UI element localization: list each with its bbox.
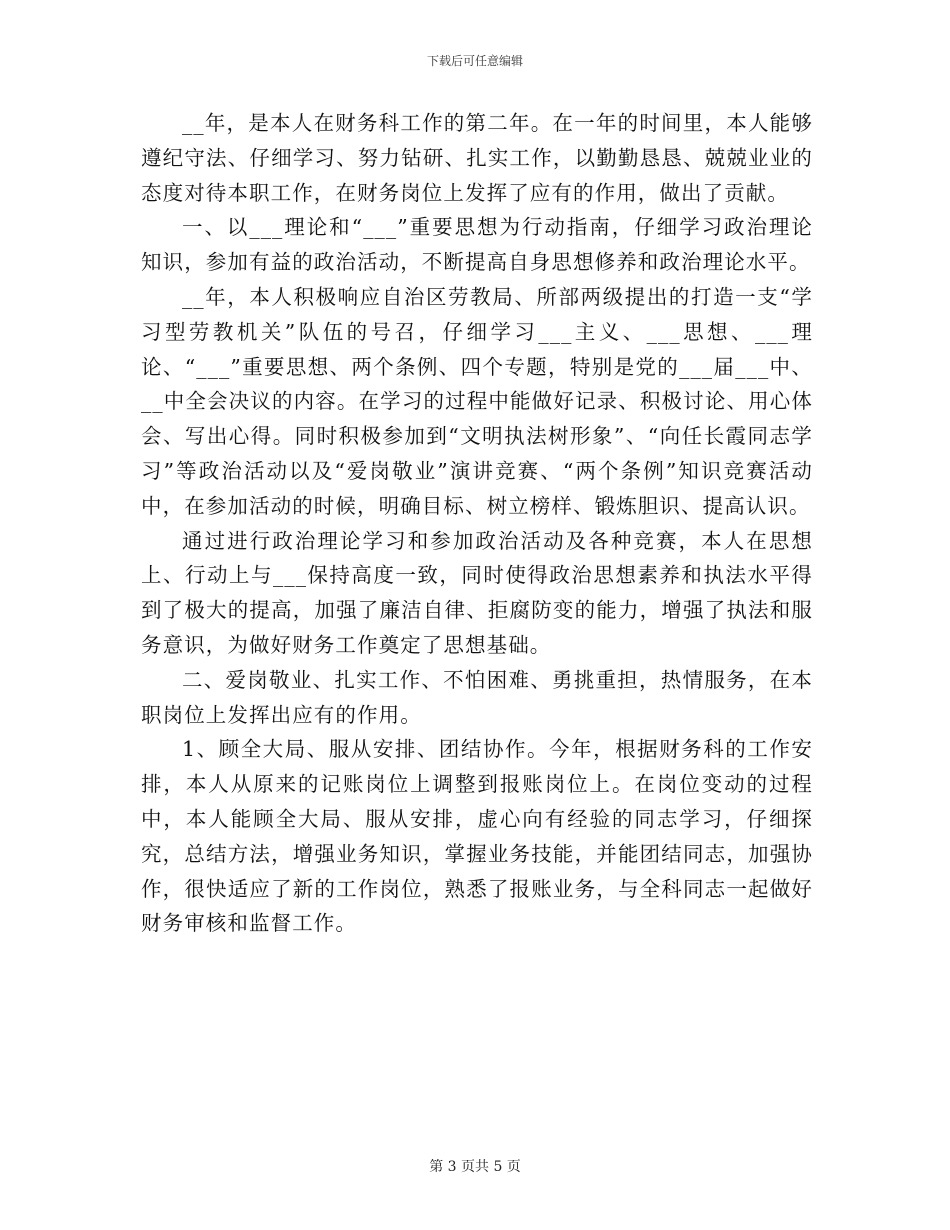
page-footer: 第 3 页共 5 页 (429, 1159, 521, 1175)
page-header: 下载后可任意编辑 (426, 54, 523, 68)
paragraph-study-activities: __年，本人积极响应自治区劳教局、所部两级提出的打造一支“学习型劳教机关”队伍的号召，仔细学习___主义、___思想、___理论、“___”重要思想、两个条例、四个专题，特别是党的___届___中、__中全会决议的内容。在学习的过程中能做好记录、积极讨论、用心体会、写出心得。同时积极参加到“文明执法树形象”、“向任长霞同志学习”等政治活动以及“爱岗敬业”演讲竞赛、“两个条例”知识竞赛活动中，在参加活动的时候，明确目标、树立榜样、锻炼胆识、提高认识。 (141, 284, 813, 518)
paragraph-section-two-heading: 二、爱岗敬业、扎实工作、不怕困难、勇挑重担，热情服务，在本职岗位上发挥出应有的作用。 (141, 667, 813, 727)
document-body (141, 106, 813, 941)
paragraph-item-one: 1、顾全大局、服从安排、团结协作。今年，根据财务科的工作安排，本人从原来的记账岗位上调整到报账岗位上。在岗位变动的过程中，本人能顾全大局、服从安排，虚心向有经验的同志学习，仔细探究，总结方法，增强业务知识，掌握业务技能，并能团结同志，加强协作，很快适应了新的工作岗位，熟悉了报账业务，与全科同志一起做好财务审核和监督工作。 (141, 737, 813, 936)
paragraph-section-one-heading: 一、以___理论和“___”重要思想为行动指南，仔细学习政治理论知识，参加有益的政治活动，不断提高自身思想修养和政治理论水平。 (141, 215, 813, 275)
paragraph-study-results: 通过进行政治理论学习和参加政治活动及各种竞赛，本人在思想上、行动上与___保持高度一致，同时使得政治思想素养和执法水平得到了极大的提高，加强了廉洁自律、拒腐防变的能力，增强了执法和服务意识，为做好财务工作奠定了思想基础。 (141, 528, 813, 657)
paragraph-intro: __年，是本人在财务科工作的第二年。在一年的时间里，本人能够遵纪守法、仔细学习、努力钻研、扎实工作，以勤勤恳恳、兢兢业业的态度对待本职工作，在财务岗位上发挥了应有的作用，做出了贡献。 (141, 111, 813, 205)
